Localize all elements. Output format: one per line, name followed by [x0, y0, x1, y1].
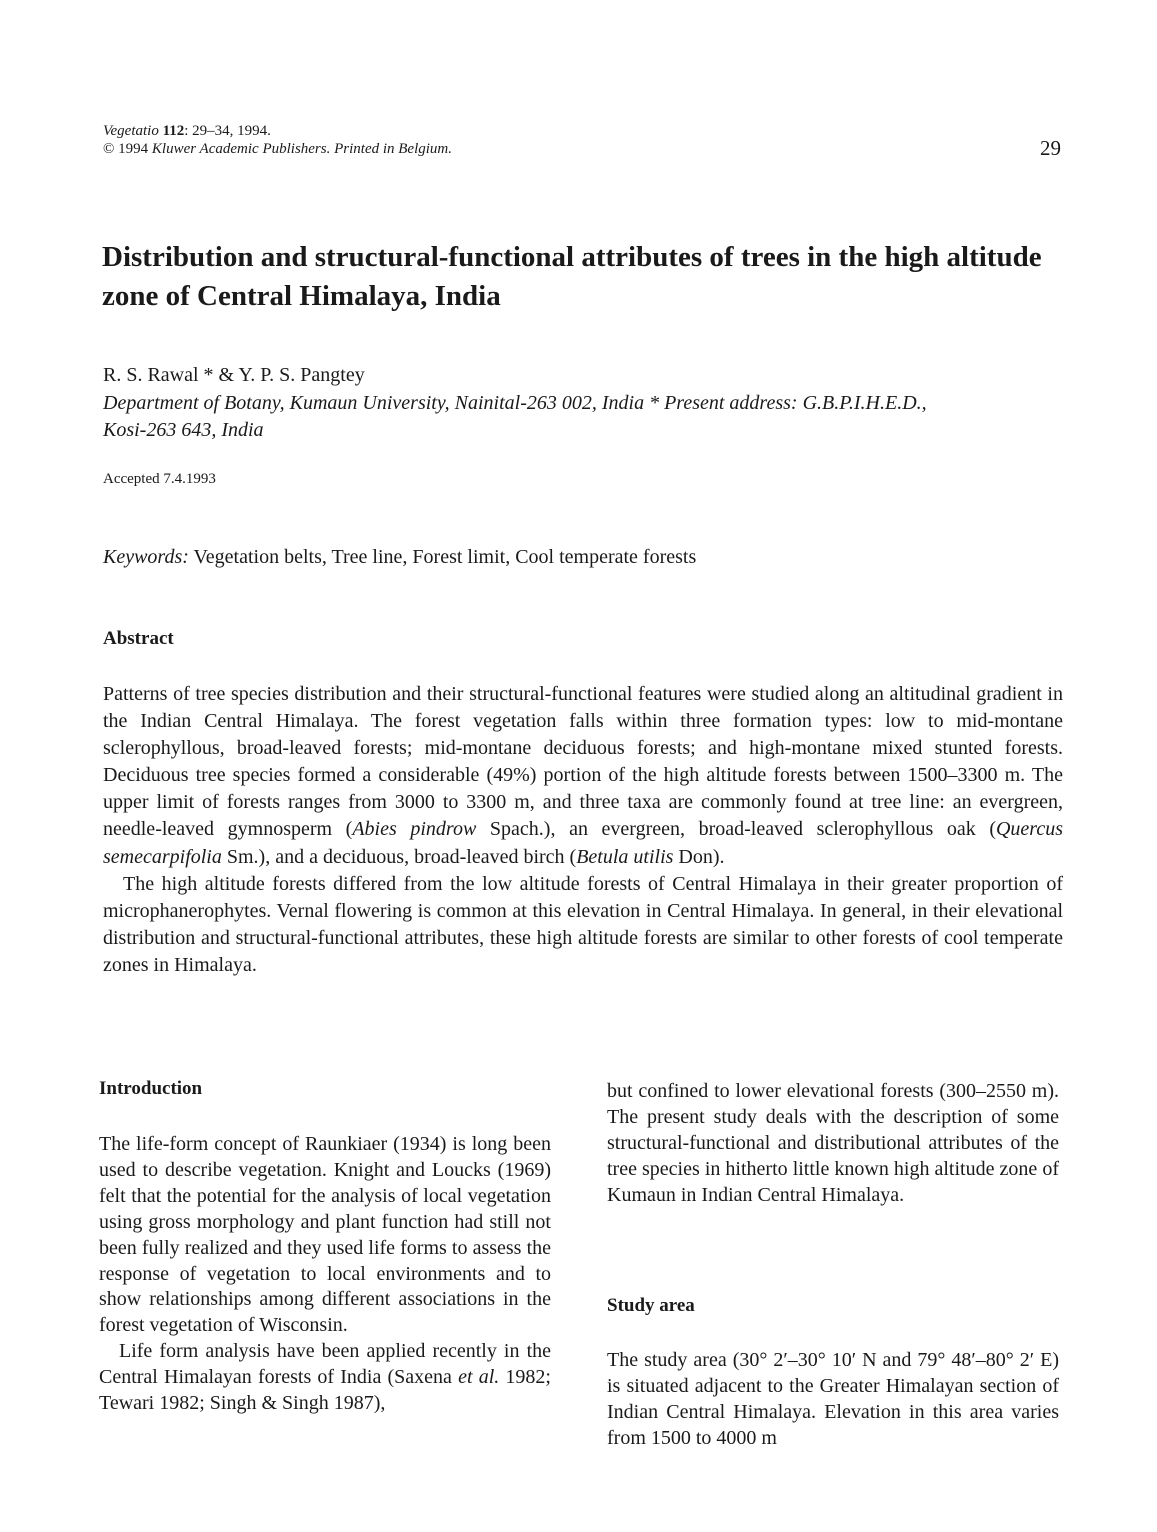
species-name: Quercus semecarpifolia: [103, 818, 1064, 868]
study-area-body: [607, 1348, 1059, 1452]
authors: R. S. Rawal * & Y. P. S. Pangtey: [103, 364, 365, 386]
study-area-heading: Study area: [607, 1295, 695, 1316]
journal-line: [103, 122, 452, 140]
species-name: Betula utilis: [576, 845, 674, 868]
affiliation-line-1: Department of Botany, Kumaun University, Nainital-263 002, India * Present address: G.B.P.I.H.E.D.,: [103, 392, 927, 414]
keywords-label: Keywords:: [103, 546, 189, 568]
abstract-text: Don).: [673, 845, 725, 868]
abstract-text: Sm.), and a deciduous, broad-leaved birch (: [221, 845, 577, 868]
study-area-paragraph-1: The study area (30° 2′–30° 10′ N and 79° 48′–80° 2′ E) is situated adjacent to the Greater Himalayan section of Indian Central Himalaya. Elevation in this area varies from 1500 to 4000 m: [607, 1349, 1059, 1449]
introduction-text: Life form analysis have been applied recently in the Central Himalayan forests of India (Saxena: [99, 1340, 551, 1389]
affiliation: [103, 390, 1063, 444]
keywords-text: Vegetation belts, Tree line, Forest limit, Cool temperate forests: [188, 546, 697, 568]
journal-volume: 112: [162, 123, 185, 139]
abstract-text: Spach.), an evergreen, broad-leaved sclerophyllous oak (: [476, 818, 996, 841]
introduction-continued: [607, 1079, 1059, 1209]
introduction-paragraph-continued: but confined to lower elevational forests (300–2550 m). The present study deals with the description of some structural-functional and distributional attributes of the tree species in hitherto little known high altitude zone of Kumaun in Indian Central Himalaya.: [607, 1080, 1059, 1206]
introduction-text: 1982; Tewari 1982; Singh & Singh 1987),: [99, 1366, 551, 1415]
introduction-body: [99, 1132, 551, 1417]
copyright-prefix: © 1994: [103, 141, 152, 157]
abstract-text: Patterns of tree species distribution and their structural-functional features were studied along an altitudinal gradient in the Indian Central Himalaya. The forest vegetation falls within three formation types: low to mid-montane sclerophyllous, broad-leaved forests; mid-montane deciduous forests; and high-montane mixed stunted forests. Deciduous tree species formed a considerable (49%) portion of the high altitude forests between 1500–3300 m. The upper limit of forests ranges from 3000 to 3300 m, and three taxa are commonly found at tree line: an evergreen, needle-leaved gymnosperm (: [103, 683, 1063, 841]
affiliation-line-2: Kosi-263 643, India: [103, 419, 264, 441]
introduction-heading: Introduction: [99, 1078, 203, 1099]
introduction-paragraph-1: The life-form concept of Raunkiaer (1934) is long been used to describe vegetation. Knight and Loucks (1969) felt that the potential for the analysis of local vegetation using gross morphology and plant function had still not been fully realized and they used life forms to assess the response of vegetation to local environments and to show relationships among different associations in the forest vegetation of Wisconsin.: [99, 1133, 551, 1337]
accepted-date: Accepted 7.4.1993: [103, 471, 216, 487]
page-number: 29: [1040, 136, 1061, 160]
abstract-body: [103, 681, 1063, 979]
keywords: [103, 546, 696, 569]
citation-et-al: et al.: [458, 1366, 500, 1389]
species-name: Abies pindrow: [352, 818, 477, 841]
abstract-paragraph-1: [103, 681, 1063, 871]
paper-title: Distribution and structural-functional attributes of trees in the high altitude zone of Central Himalaya, India: [102, 241, 1042, 312]
publisher-line: Kluwer Academic Publishers. Printed in Belgium.: [151, 141, 453, 157]
journal-name: Vegetatio: [103, 123, 159, 139]
journal-citation: [103, 122, 452, 158]
abstract-heading: Abstract: [103, 628, 174, 649]
journal-pages: : 29–34, 1994.: [184, 123, 271, 139]
abstract-paragraph-2: The high altitude forests differed from the low altitude forests of Central Himalaya in their greater proportion of microphanerophytes. Vernal flowering is common at this elevation in Central Himalaya. In general, in their elevational distribution and structural-functional attributes, these high altitude forests are similar to other forests of cool temperate zones in Himalaya.: [103, 872, 1063, 976]
copyright-line: [103, 140, 452, 158]
introduction-paragraph-2: [99, 1339, 551, 1417]
